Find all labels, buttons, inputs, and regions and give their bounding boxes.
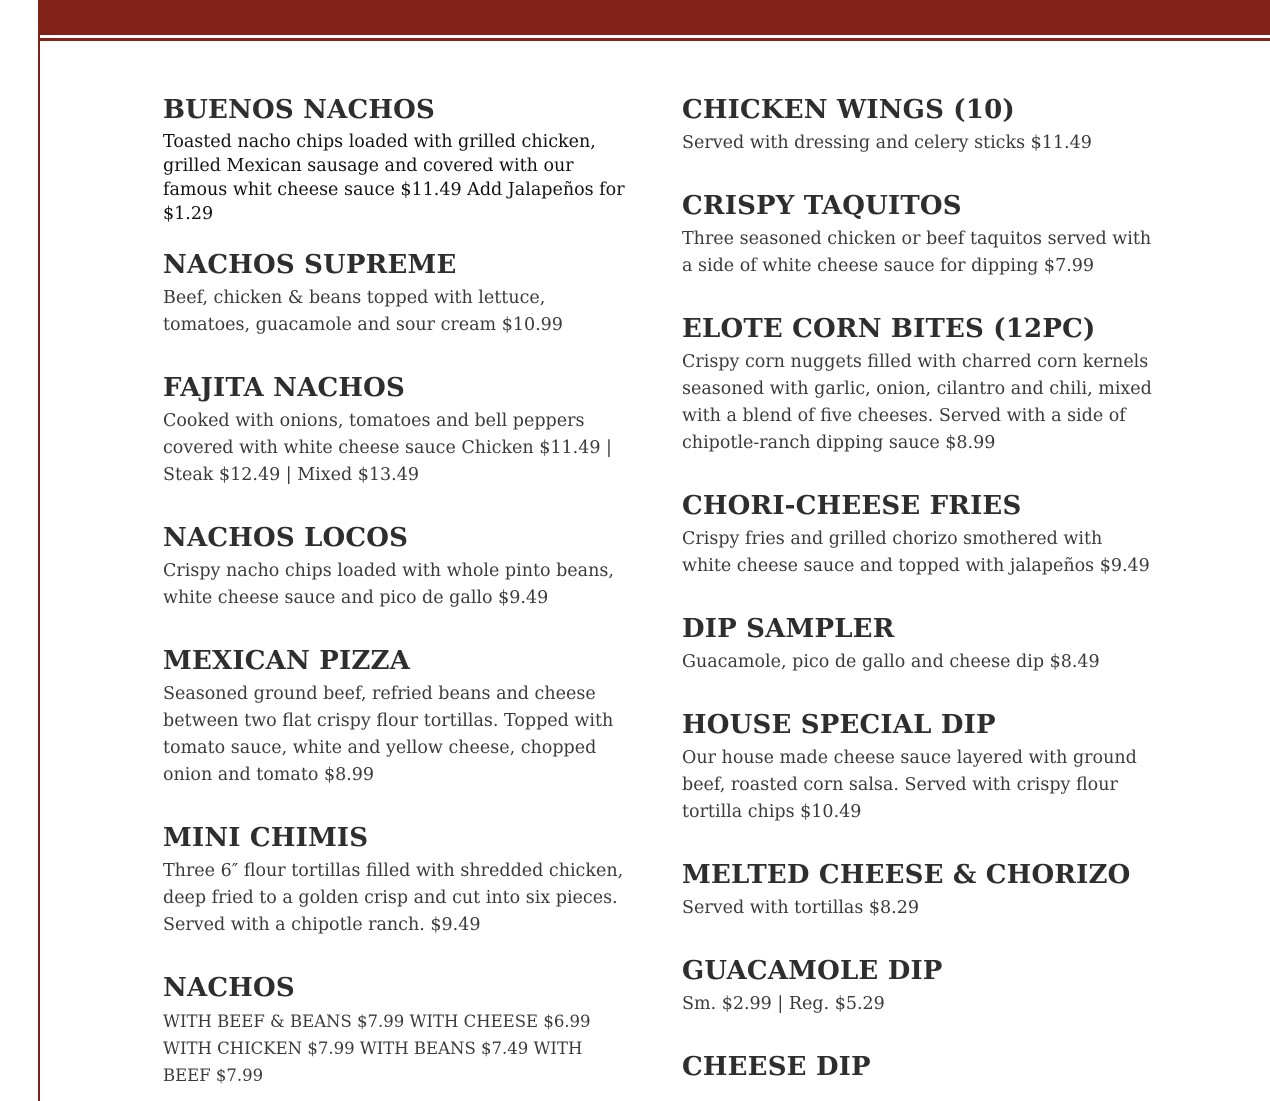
menu-column-right — [682, 94, 1152, 1083]
menu-item-description: Crispy nacho chips loaded with whole pinto beans, white cheese sauce and pico de gallo $9.49 — [163, 561, 614, 608]
menu-item — [682, 94, 1152, 157]
menu-item-title: NACHOS SUPREME — [163, 250, 457, 280]
menu-item-title: DIP SAMPLER — [682, 614, 895, 644]
menu-item — [163, 249, 633, 339]
menu-item — [163, 822, 633, 939]
menu-item-title: CRISPY TAQUITOS — [682, 191, 962, 221]
menu-item-description: Sm. $2.99 | Reg. $5.29 — [682, 994, 885, 1014]
menu-item-description: Beef, chicken & beans topped with lettuce, tomatoes, guacamole and sour cream $10.99 — [163, 288, 563, 335]
menu-item-title: CHORI-CHEESE FRIES — [682, 491, 1022, 521]
menu-item — [682, 490, 1152, 580]
menu-item-title: MINI CHIMIS — [163, 823, 369, 853]
menu-item-title: MEXICAN PIZZA — [163, 646, 411, 676]
menu-item — [682, 859, 1152, 922]
menu-item-title: NACHOS LOCOS — [163, 523, 409, 553]
menu-item-description: Seasoned ground beef, refried beans and cheese between two flat crispy flour tortillas. Topped with tomato sauce, white and yellow cheese, chopped onion and tomato $8.99 — [163, 684, 614, 785]
menu-item — [682, 190, 1152, 280]
menu-item — [682, 709, 1152, 826]
header-band — [38, 0, 1270, 35]
menu-item-title: ELOTE CORN BITES (12PC) — [682, 314, 1096, 344]
menu-item-title: NACHOS — [163, 973, 295, 1003]
menu-item — [682, 1051, 1152, 1083]
menu-item-description: Crispy fries and grilled chorizo smothered with white cheese sauce and topped with jalapeños $9.49 — [682, 529, 1150, 576]
menu-item-description: Three seasoned chicken or beef taquitos served with a side of white cheese sauce for dipping $7.99 — [682, 229, 1152, 276]
header-rule — [38, 38, 1270, 41]
menu-item — [163, 94, 633, 226]
menu-item-title: BUENOS NACHOS — [163, 95, 435, 125]
menu-item-title: CHEESE DIP — [682, 1052, 871, 1082]
menu-item-description: Served with dressing and celery sticks $11.49 — [682, 133, 1092, 153]
menu-item-title: FAJITA NACHOS — [163, 373, 405, 403]
menu-item-description: WITH BEEF & BEANS $7.99 WITH CHEESE $6.99 WITH CHICKEN $7.99 WITH BEANS $7.49 WITH BEEF $7.99 — [163, 1012, 591, 1085]
menu-item — [163, 645, 633, 789]
left-border-line — [38, 0, 40, 1101]
menu-item — [163, 522, 633, 612]
menu-item-description: Our house made cheese sauce layered with ground beef, roasted corn salsa. Served with crispy flour tortilla chips $10.49 — [682, 748, 1137, 822]
menu-item-title: GUACAMOLE DIP — [682, 956, 943, 986]
menu-item-description: Served with tortillas $8.29 — [682, 898, 919, 918]
menu-column-left — [163, 94, 633, 1089]
menu-item — [163, 972, 633, 1089]
menu-item — [682, 313, 1152, 457]
menu-item — [682, 955, 1152, 1018]
menu-item-description: Crispy corn nuggets filled with charred corn kernels seasoned with garlic, onion, cilantro and chili, mixed with a blend of five cheeses. Served with a side of chipotle-ranch dipping sauce $8.99 — [682, 352, 1152, 453]
menu-item — [682, 613, 1152, 676]
menu-item-title: CHICKEN WINGS (10) — [682, 95, 1015, 125]
menu-item-title: HOUSE SPECIAL DIP — [682, 710, 996, 740]
menu-item-description: Three 6″ flour tortillas filled with shredded chicken, deep fried to a golden crisp and cut into six pieces. Served with a chipotle ranch. $9.49 — [163, 861, 624, 935]
menu-item-description: Guacamole, pico de gallo and cheese dip $8.49 — [682, 652, 1100, 672]
menu-item-description: Toasted nacho chips loaded with grilled chicken, grilled Mexican sausage and covered with our famous whit cheese sauce $11.49 Add Jalapeños for $1.29 — [163, 132, 625, 224]
menu-item-description: Cooked with onions, tomatoes and bell peppers covered with white cheese sauce Chicken $11.49 | Steak $12.49 | Mixed $13.49 — [163, 411, 612, 485]
menu-item-title: MELTED CHEESE & CHORIZO — [682, 860, 1131, 890]
menu-item — [163, 372, 633, 489]
